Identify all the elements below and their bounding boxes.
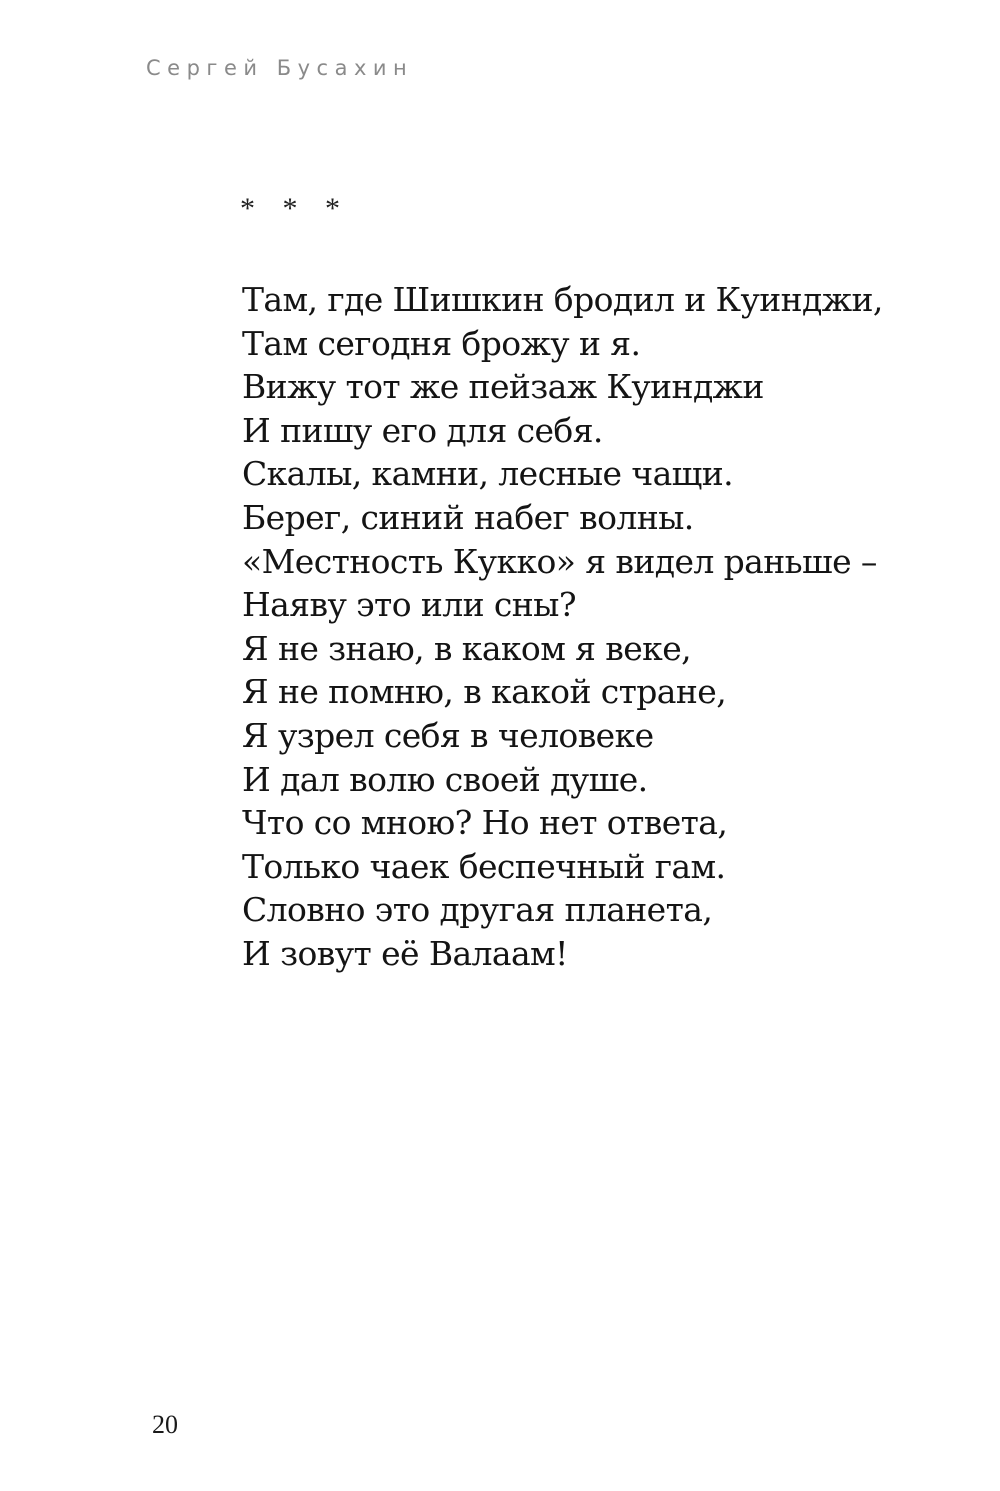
- poem-line: Берег, синий набег волны.: [242, 497, 694, 537]
- poem-line: Наяву это или сны?: [242, 585, 576, 625]
- page-number: 20: [152, 1410, 178, 1439]
- poem-line: «Местность Кукко» я видел раньше –: [242, 541, 877, 581]
- poem-line: И дал волю своей душе.: [242, 759, 648, 799]
- poem-line: И зовут её Валаам!: [242, 933, 568, 973]
- poem-line: Только чаек беспечный гам.: [242, 846, 726, 886]
- poem-line: Скалы, камни, лесные чащи.: [242, 454, 734, 494]
- poem-line: Что со мною? Но нет ответа,: [242, 803, 728, 843]
- poem-line: Я узрел себя в человеке: [242, 715, 654, 755]
- poem-separator: * * *: [240, 192, 350, 225]
- poem-line: Я не знаю, в каком я веке,: [242, 628, 692, 668]
- poem-line: Там сегодня брожу и я.: [242, 323, 641, 363]
- poem-body: [242, 278, 962, 976]
- poem-line: Там, где Шишкин бродил и Куинджи,: [242, 280, 883, 319]
- poem-line: Вижу тот же пейзаж Куинджи: [242, 367, 764, 407]
- running-header-author: Сергей Бусахин: [146, 56, 414, 80]
- poem-line: Словно это другая планета,: [242, 890, 713, 930]
- poem-line: Я не помню, в какой стране,: [242, 672, 727, 712]
- poem-line: И пишу его для себя.: [242, 410, 603, 450]
